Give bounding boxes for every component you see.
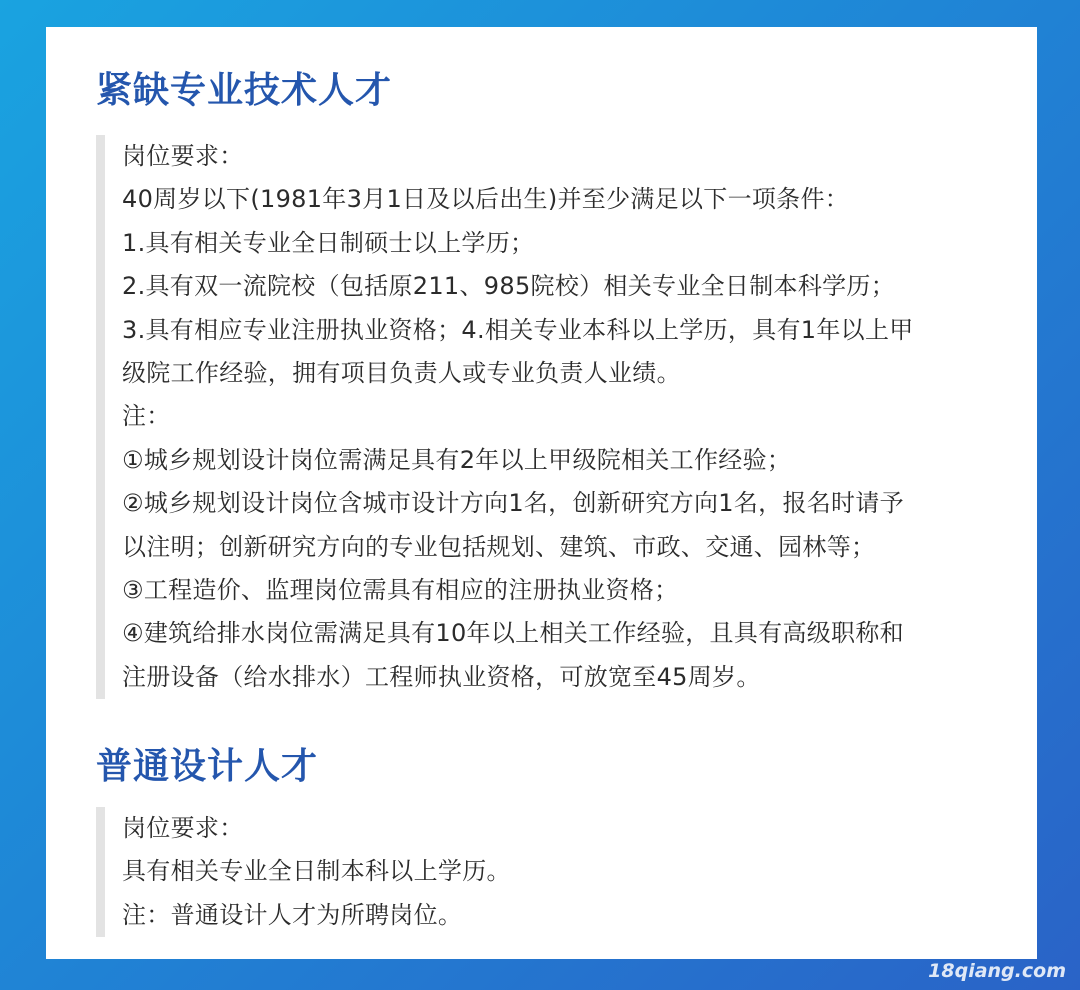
note-2: ②城乡规划设计岗位含城市设计方向1名，创新研究方向1名，报名时请予	[122, 489, 904, 518]
note-heading: 注：	[122, 402, 171, 431]
requirement-heading: 岗位要求：	[122, 142, 244, 170]
education-condition: 具有相关专业全日制本科以上学历。	[122, 857, 511, 886]
note-general: 注：普通设计人才为所聘岗位。	[122, 900, 463, 929]
watermark	[928, 960, 1066, 982]
section-body-shortage-talent	[96, 135, 1032, 699]
section-body-general-talent	[96, 807, 1032, 937]
note-4-cont: 注册设备（给水排水）工程师执业资格，可放宽至45周岁。	[122, 662, 761, 691]
note-3: ③工程造价、监理岗位需具有相应的注册执业资格；	[122, 575, 679, 604]
condition-1: 1.具有相关专业全日制硕士以上学历；	[122, 228, 535, 257]
requirement-heading: 岗位要求：	[122, 814, 244, 842]
condition-4-cont: 级院工作经验，拥有项目负责人或专业负责人业绩。	[122, 358, 681, 387]
watermark-site: 18qiang.com	[928, 960, 1066, 982]
section-title-general-talent: 普通设计人才	[96, 746, 319, 787]
content-card	[46, 27, 1037, 959]
section-title-shortage-talent: 紧缺专业技术人才	[96, 70, 393, 111]
condition-2: 2.具有双一流院校（包括原211、985院校）相关专业全日制本科学历；	[122, 272, 896, 301]
note-1: ①城乡规划设计岗位需满足具有2年以上甲级院相关工作经验；	[122, 445, 792, 474]
condition-3-4: 3.具有相应专业注册执业资格；4.相关专业本科以上学历，具有1年以上甲	[122, 315, 914, 344]
note-4: ④建筑给排水岗位需满足具有10年以上相关工作经验，且具有高级职称和	[122, 619, 904, 648]
age-condition: 40周岁以下(1981年3月1日及以后出生)并至少满足以下一项条件：	[122, 185, 850, 214]
note-2-cont: 以注明；创新研究方向的专业包括规划、建筑、市政、交通、园林等；	[122, 532, 876, 561]
